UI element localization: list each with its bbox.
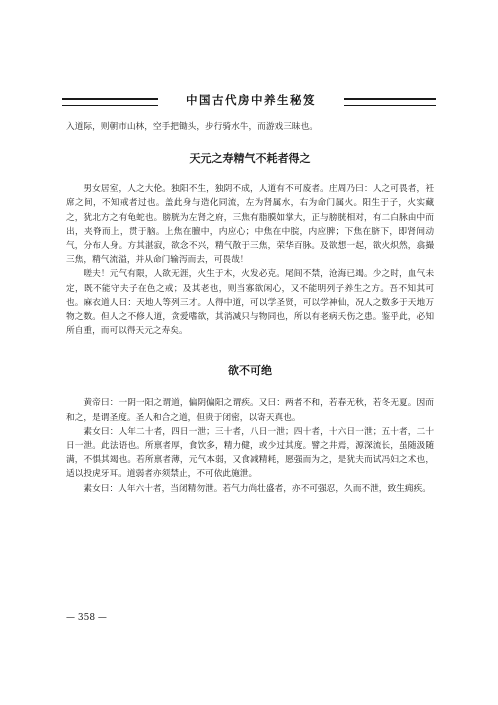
running-header (62, 92, 436, 108)
paragraph: 男女居室，人之大伦。独阳不生，独阴不成，人道有不可废者。庄周乃曰：人之可畏者，衽席之间，不知戒者过也。盖此身与造化同流，左为肾属水，右为命门属火。阳生于子，火实藏之，犹北方之有龟蛇也。膀胱为左肾之府，三焦有脂膜如掌大，正与膀胱相对，有二白脉由中而出，夹脊而上，贯于脑。上焦在膻中，内应心；中焦在中脘，内应脾；下焦在脐下，即肾间动气，分布人身。方其湛寂，欲念不兴，精气散于三焦，荣华百脉。及欲想一起，欲火炽然，翕撮三焦，精气流溢，并从命门输泻而去，可畏哉！ (66, 184, 434, 266)
header-rule-right (344, 98, 436, 106)
book-title: 中国古代房中养生秘笈 (186, 93, 316, 107)
page-number: — 358 — (66, 613, 107, 623)
paragraph: 黄帝曰：一阴一阳之谓道，偏阴偏阳之谓疾。又曰：两者不和，若春无秋，若冬无夏。因而和之，是谓圣度。圣人和合之道，但贵于闭密，以寄天真也。 (66, 398, 434, 423)
paragraph: 素女曰：人年二十者，四日一泄；三十者，八日一泄；四十者，十六日一泄；五十者，二十日一泄。此法语也。所禀者厚，食饮多，精力健，或少过其度。譬之井焉，源深流长，虽随汲随满，不惧其竭也。若所禀者薄，元气本弱，又食减精耗，愿强而为之，是犹夫而试冯妇之术也，适以投虎牙耳。道弱者亦须禁止，不可依此施泄。 (66, 426, 434, 480)
section-title-tianyuan: 天元之寿精气不耗者得之 (189, 152, 311, 166)
section-title-yubukejue: 欲不可绝 (228, 364, 272, 378)
page-body (66, 120, 434, 496)
paragraph: 嗟夫！元气有限，人欲无涯，火生于木，火发必克。尾闾不禁，沧海已竭。少之时，血气未定，既不能守夫子在色之戒；及其老也，则当寡欲闲心，又不能明列子养生之方。吾不知其可也。麻衣道人曰：天地人等列三才。人得中道，可以学圣贤，可以学神仙，况人之数多于天地万物之数。但人之不修人道，贪爱嗜欲，其消减只与物同也，所以有老病夭伤之患。鉴乎此，必知所自重，而可以得天元之寿矣。 (66, 269, 434, 337)
paragraph: 素女曰：人年六十者，当闭精勿泄。若气力尚壮盛者，亦不可强忍，久而不泄，致生痈疾。 (83, 483, 431, 494)
header-rule-left (62, 98, 158, 106)
intro-paragraph: 入道际，则朝市山林，空手把锄头，步行骑水牛，而游戏三昧也。 (66, 122, 318, 132)
